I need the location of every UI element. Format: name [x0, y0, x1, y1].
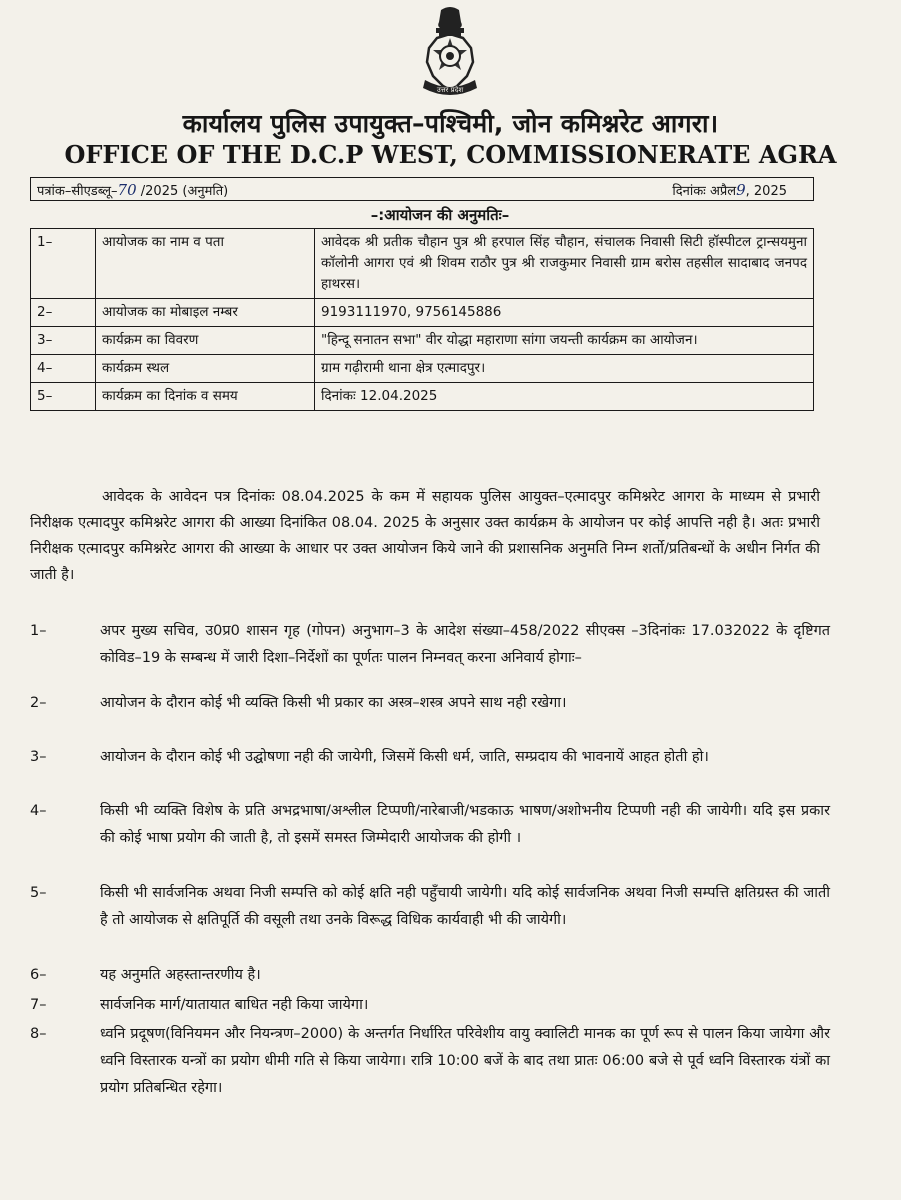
condition-text: अपर मुख्य सचिव, उ0प्र0 शासन गृह (गोपन) अनुभाग–3 के आदेश संख्या–458/2022 सीएक्स –3दिनांकः 17.032022 के दृष्टिगत कोविड–19 के सम्बन्ध में जारी दिशा–निर्देशों का पूर्णतः पालन निम्नवत् करना अनिवार्य होगाः– — [100, 623, 830, 666]
emblem-banner-text: उत्तर प्रदेश — [436, 86, 464, 94]
reference-line — [30, 177, 814, 201]
date-day-handwritten: 9 — [736, 181, 746, 199]
letter-number-handwritten: 70 — [117, 181, 137, 199]
letter-suffix: /2025 (अनुमति) — [140, 184, 229, 199]
letter-prefix: पत्रांक–सीएडब्लू– — [37, 184, 118, 199]
detail-number: 2– — [31, 299, 96, 327]
date-prefix: दिनांकः अप्रैल — [672, 184, 737, 199]
details-row — [31, 355, 814, 383]
detail-value: आवेदक श्री प्रतीक चौहान पुत्र श्री हरपाल सिंह चौहान, संचालक निवासी सिटी हॉस्पीटल ट्रान्सयमुना कॉलोनी आगरा एवं श्री शिवम राठौर पुत्र श्री राजकुमार निवासी ग्राम बरोस तहसील सादाबाद जनपद हाथरस। — [315, 229, 814, 299]
detail-label: कार्यक्रम स्थल — [96, 355, 315, 383]
intro-paragraph: आवेदक के आवेदन पत्र दिनांकः 08.04.2025 के कम में सहायक पुलिस आयुक्त–एत्मादपुर कमिश्नरेट आगरा के माध्यम से प्रभारी निरीक्षक एत्मादपुर कमिश्नरेट आगरा की आख्या दिनांकित 08.04. 2025 के अनुसार उक्त कार्यक्रम के आयोजन पर कोई आपत्ति नही है। अतः प्रभारी निरीक्षक एत्मादपुर कमिश्नरेट आगरा की आख्या के आधार पर उक्त आयोजन किये जाने की प्रशासनिक अनुमति निम्न शर्तो/प्रतिबन्धों के अधीन निर्गत की जाती है। — [30, 489, 820, 583]
detail-value: ग्राम गढ़ीरामी थाना क्षेत्र एत्मादपुर। — [315, 355, 814, 383]
details-row — [31, 299, 814, 327]
condition-text: किसी भी सार्वजनिक अथवा निजी सम्पत्ति को कोई क्षति नही पहुँचायी जायेगी। यदि कोई सार्वजनिक अथवा निजी सम्पत्ति क्षतिग्रस्त की जाती है तो आयोजक से क्षतिपूर्ति की वसूली तथा उनके विरूद्ध विधिक कार्यवाही भी की जायेगी। — [100, 885, 830, 928]
office-title-english: OFFICE OF THE D.C.P WEST, COMMISSIONERATE AGRA — [64, 140, 837, 169]
letter-number — [37, 181, 228, 199]
detail-value: "हिन्दू सनातन सभा" वीर योद्धा महाराणा सांगा जयन्ती कार्यक्रम का आयोजन। — [315, 327, 814, 355]
details-row — [31, 229, 814, 299]
event-details-table — [30, 228, 814, 411]
condition-text: आयोजन के दौरान कोई भी व्यक्ति किसी भी प्रकार का अस्त्र–शस्त्र अपने साथ नही रखेगा। — [100, 695, 567, 711]
condition-number: 4– — [30, 803, 47, 819]
letter-date — [672, 181, 787, 199]
condition-number: 1– — [30, 623, 47, 639]
office-title-hindi: कार्यालय पुलिस उपायुक्त–पश्चिमी, जोन कमिश्नरेट आगरा। — [182, 109, 719, 138]
detail-value: 9193111970, 9756145886 — [315, 299, 814, 327]
detail-number: 3– — [31, 327, 96, 355]
condition-number: 3– — [30, 749, 47, 765]
detail-label: आयोजक का नाम व पता — [96, 229, 315, 299]
condition-text: सार्वजनिक मार्ग/यातायात बाधित नही किया जायेगा। — [100, 997, 369, 1013]
condition-text: आयोजन के दौरान कोई भी उद्घोषणा नही की जायेगी, जिसमें किसी धर्म, जाति, सम्प्रदाय की भावनायें आहत होती हो। — [100, 749, 709, 765]
date-suffix: , 2025 — [745, 184, 787, 199]
detail-number: 4– — [31, 355, 96, 383]
detail-label: कार्यक्रम का दिनांक व समय — [96, 383, 315, 411]
detail-value: दिनांकः 12.04.2025 — [315, 383, 814, 411]
up-police-emblem-icon — [405, 4, 495, 100]
condition-number: 6– — [30, 967, 47, 983]
detail-number: 5– — [31, 383, 96, 411]
details-row — [31, 327, 814, 355]
condition-text: किसी भी व्यक्ति विशेष के प्रति अभद्रभाषा/अश्लील टिप्पणी/नारेबाजी/भडकाऊ भाषण/अशोभनीय टिप्पणी नही की जायेगी। यदि इस प्रकार की कोई भाषा प्रयोग की जाती है, तो इसमें समस्त जिम्मेदारी आयोजक की होगी । — [100, 803, 830, 846]
detail-number: 1– — [31, 229, 96, 299]
condition-text: यह अनुमति अहस्तान्तरणीय है। — [100, 967, 261, 983]
condition-number: 8– — [30, 1026, 47, 1042]
section-title: –:आयोजन की अनुमतिः– — [370, 206, 510, 224]
detail-label: आयोजक का मोबाइल नम्बर — [96, 299, 315, 327]
details-row — [31, 383, 814, 411]
condition-number: 7– — [30, 997, 47, 1013]
condition-number: 5– — [30, 885, 47, 901]
condition-text: ध्वनि प्रदूषण(विनियमन और नियन्त्रण–2000) के अन्तर्गत निर्धारित परिवेशीय वायु क्वालिटी मानक का पूर्ण रूप से पालन किया जायेगा और ध्वनि विस्तारक यन्त्रों का प्रयोग धीमी गति से किया जायेगा। रात्रि 10:00 बजें के बाद तथा प्रातः 06:00 बजे से पूर्व ध्वनि विस्तारक यंत्रों का प्रयोग प्रतिबन्धित रहेगा। — [100, 1026, 830, 1096]
condition-number: 2– — [30, 695, 47, 711]
detail-label: कार्यक्रम का विवरण — [96, 327, 315, 355]
